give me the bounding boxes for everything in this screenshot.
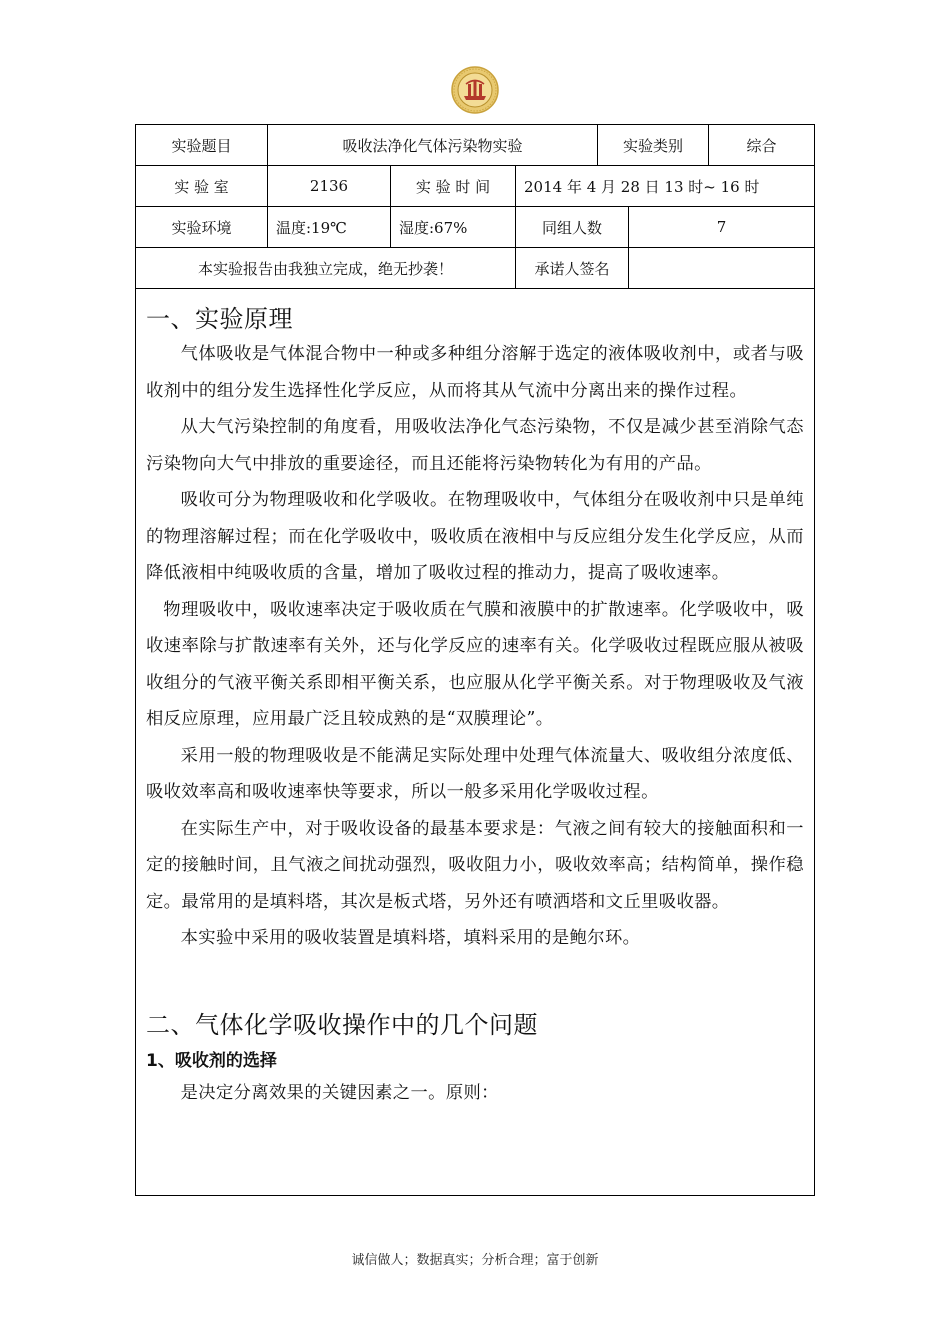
header-row-pledge <box>136 248 814 289</box>
category-value: 综合 <box>708 125 814 165</box>
paragraph: 从大气污染控制的角度看，用吸收法净化气态污染物，不仅是减少甚至消除气态污染物向大气中排放的重要途径，而且还能将污染物转化为有用的产品。 <box>146 417 804 474</box>
paragraph: 是决定分离效果的关键因素之一。原则： <box>180 1082 499 1103</box>
paragraph: 本实验中采用的吸收装置是填料塔，填料采用的是鲍尔环。 <box>180 928 641 948</box>
time-label: 实 验 时 间 <box>390 166 515 206</box>
pledge-text: 本实验报告由我独立完成，绝无抄袭！ <box>197 259 453 278</box>
university-logo <box>451 66 499 114</box>
lab-label: 实 验 室 <box>174 177 229 196</box>
signature-label: 承诺人签名 <box>515 248 628 288</box>
group-size-value: 7 <box>628 207 814 247</box>
title-value: 吸收法净化气体污染物实验 <box>267 125 597 165</box>
subsection-heading: 1、吸收剂的选择 <box>146 1050 277 1071</box>
environment-label: 实验环境 <box>171 218 232 237</box>
section-heading-principle: 一、实验原理 <box>146 305 293 333</box>
paragraph: 物理吸收中，吸收速率决定于吸收质在气膜和液膜中的扩散速率。化学吸收中，吸收速率除与扩散速率有关外，还与化学反应的速率有关。化学吸收过程既应服从被吸收组分的气液平衡关系即相平衡关系，也应服从化学平衡关系。对于物理吸收及气液相反应原理，应用最广泛且较成熟的是“双膜理论”。 <box>146 599 804 729</box>
category-label: 实验类别 <box>597 125 708 165</box>
header-row-environment <box>136 207 814 248</box>
spacer <box>146 957 804 993</box>
paragraph: 吸收可分为物理吸收和化学吸收。在物理吸收中，气体组分在吸收剂中只是单纯的物理溶解过程；而在化学吸收中，吸收质在液相中与反应组分发生化学反应，从而降低液相中纯吸收质的含量，增加了吸收过程的推动力，提高了吸收速率。 <box>146 490 804 583</box>
paragraph: 在实际生产中，对于吸收设备的最基本要求是：气液之间有较大的接触面积和一定的接触时间，且气液之间扰动强烈，吸收阻力小，吸收效率高；结构简单，操作稳定。最常用的是填料塔，其次是板式塔，另外还有喷洒塔和文丘里吸收器。 <box>146 818 804 912</box>
header-row-title <box>136 125 814 166</box>
temperature-value: 温度:19℃ <box>267 207 390 247</box>
page-footer: 诚信做人；数据真实；分析合理；富于创新 <box>351 1253 599 1268</box>
lab-value: 2136 <box>267 166 390 206</box>
title-label: 实验题目 <box>171 136 232 155</box>
paragraph: 气体吸收是气体混合物中一种或多种组分溶解于选定的液体吸收剂中，或者与吸收剂中的组分发生选择性化学反应，从而将其从气流中分离出来的操作过程。 <box>146 344 804 401</box>
section-heading-problems: 二、气体化学吸收操作中的几个问题 <box>146 1010 538 1039</box>
time-value: 2014 年 4 月 28 日 13 时~ 16 时 <box>515 166 814 206</box>
humidity-value: 湿度:67% <box>390 207 515 247</box>
header-row-lab <box>136 166 814 207</box>
group-size-label: 同组人数 <box>515 207 628 247</box>
signature-field[interactable] <box>628 248 814 288</box>
report-frame <box>135 124 815 1196</box>
report-body <box>136 289 814 1111</box>
paragraph: 采用一般的物理吸收是不能满足实际处理中处理气体流量大、吸收组分浓度低、吸收效率高和吸收速率快等要求，所以一般多采用化学吸收过程。 <box>146 745 804 802</box>
